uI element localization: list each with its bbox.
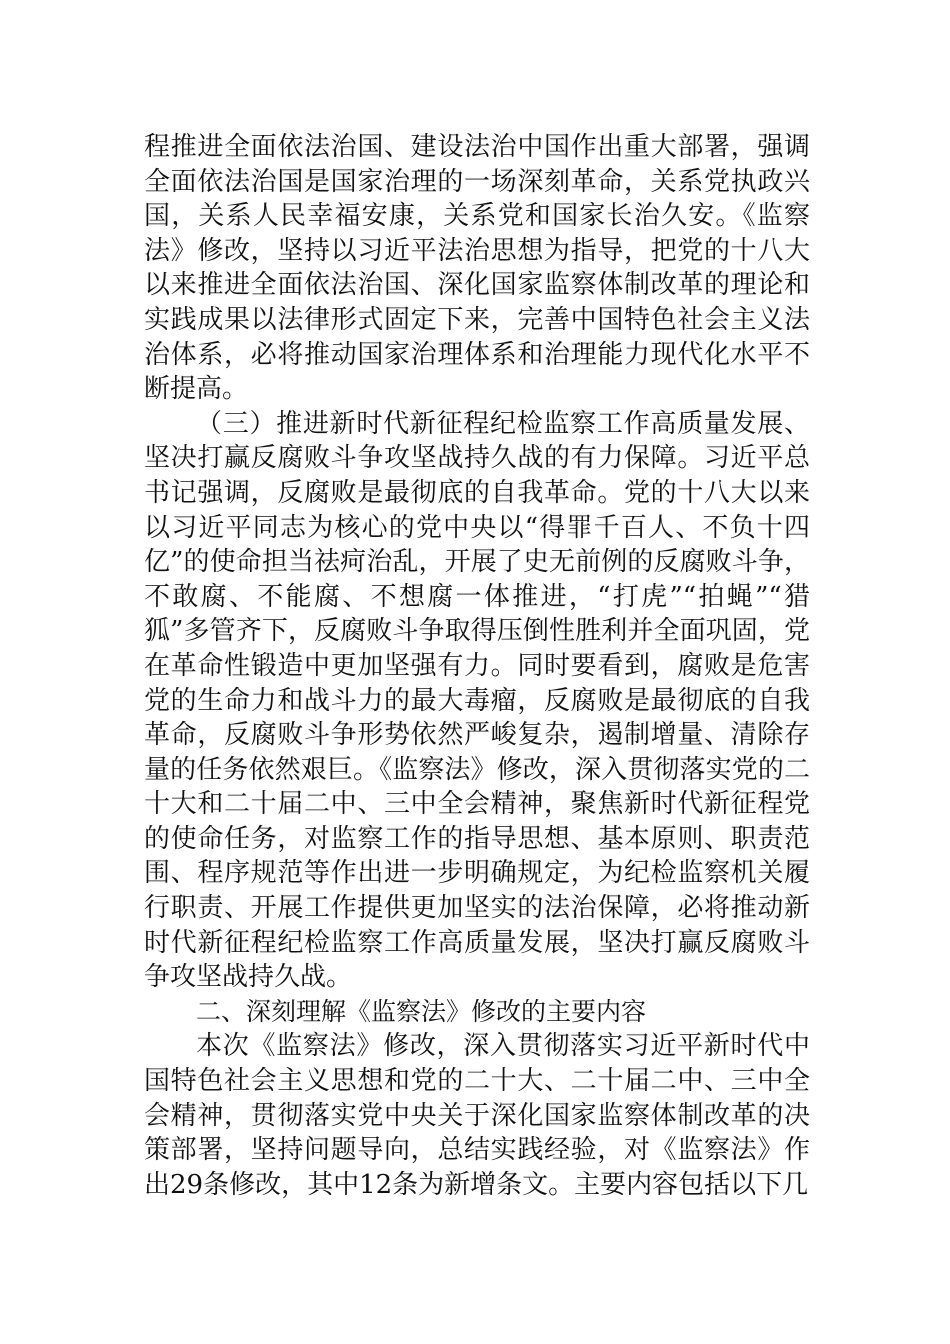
paragraph-continuation: 程推进全面依法治国、建设法治中国作出重大部署，强调全面依法治国是国家治理的一场深刻革命，关系党执政兴国，关系人民幸福安康，关系党和国家长治久安。《监察法》修改，坚持以习近平法治思想为指导，把党的十八大以来推进全面依法治国、深化国家监察体制改革的理论和实践成果以法律形式固定下来，完善中国特色社会主义法治体系，必将推动国家治理体系和治理能力现代化水平不断提高。 — [144, 132, 810, 405]
paragraph-section-three: （三）推进新时代新征程纪检监察工作高质量发展、坚决打赢反腐败斗争攻坚战持久战的有力保障。习近平总书记强调，反腐败是最彻底的自我革命。党的十八大以来以习近平同志为核心的党中央以“得罪千百人、不负十四亿”的使命担当祛疴治乱，开展了史无前例的反腐败斗争，不敢腐、不能腐、不想腐一体推进，“打虎”“拍蝇”“猎狐”多管齐下，反腐败斗争取得压倒性胜利并全面巩固，党在革命性锻造中更加坚强有力。同时要看到，腐败是危害党的生命力和战斗力的最大毒瘤，反腐败是最彻底的自我革命，反腐败斗争形势依然严峻复杂，遏制增量、清除存量的任务依然艰巨。《监察法》修改，深入贯彻落实党的二十大和二十届二中、三中全会精神，聚焦新时代新征程党的使命任务，对监察工作的指导思想、基本原则、职责范围、程序规范等作出进一步明确规定，为纪检监察机关履行职责、开展工作提供更加坚实的法治保障，必将推动新时代新征程纪检监察工作高质量发展，坚决打赢反腐败斗争攻坚战持久战。 — [144, 408, 810, 993]
document-body — [144, 130, 810, 1202]
section-heading-two: 二、深刻理解《监察法》修改的主要内容 — [196, 996, 647, 1026]
paragraph-main-content: 本次《监察法》修改，深入贯彻落实习近平新时代中国特色社会主义思想和党的二十大、二十届二中、三中全会精神，贯彻落实党中央关于深化国家监察体制改革的决策部署，坚持问题导向，总结实践经验，对《监察法》作出29条修改，其中12条为新增条文。主要内容包括以下几 — [144, 1031, 810, 1200]
